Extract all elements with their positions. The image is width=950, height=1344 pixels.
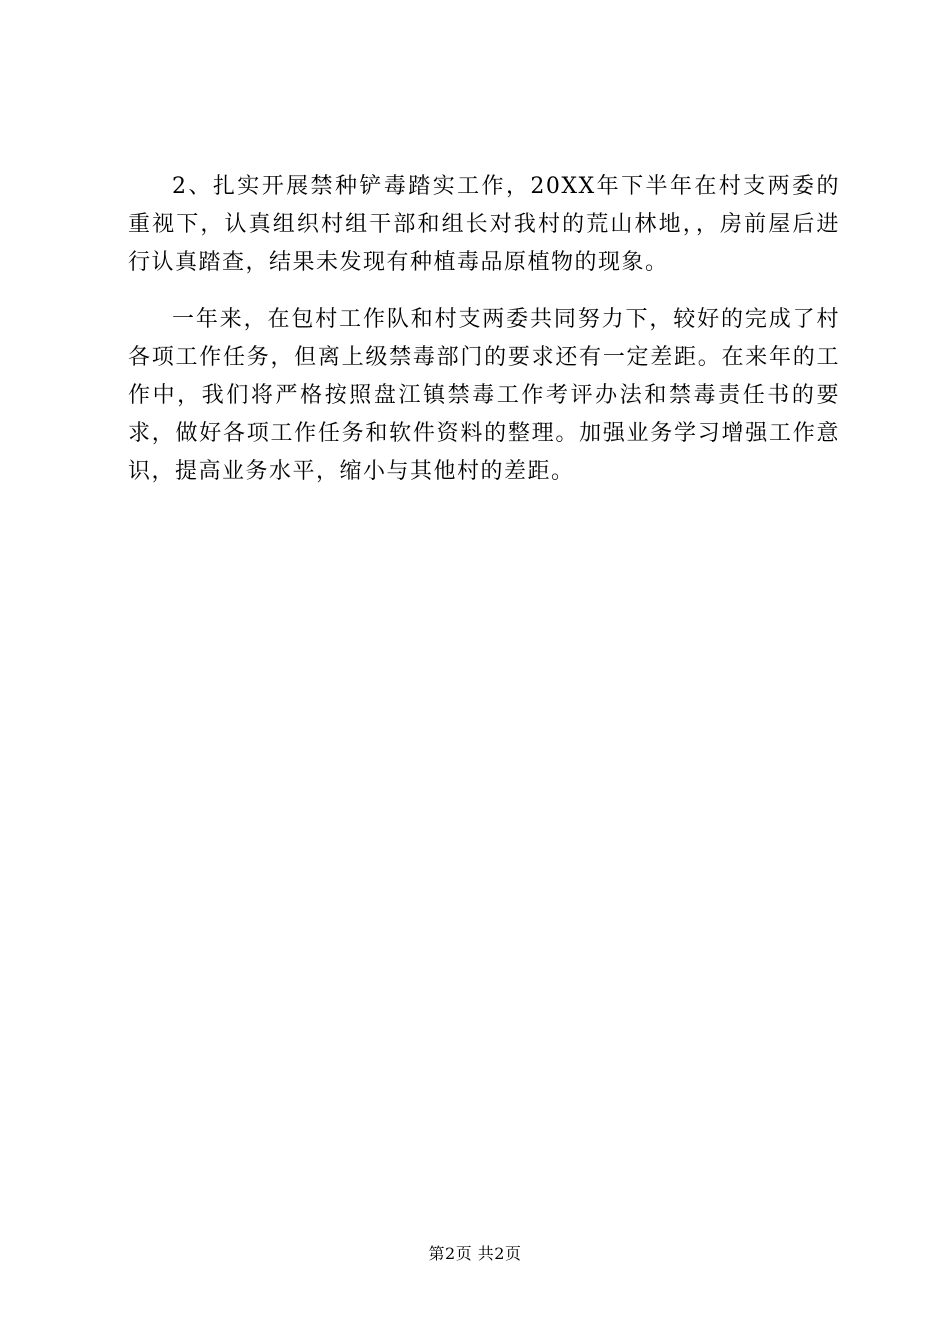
paragraph-drug-eradication: 2、扎实开展禁种铲毒踏实工作，20XX年下半年在村支两委的重视下，认真组织村组干部和组长对我村的荒山林地，，房前屋后进行认真踏查，结果未发现有种植毒品原植物的现象。 xyxy=(128,174,840,275)
page-footer xyxy=(0,1242,950,1266)
paragraph-year-summary: 一年来，在包村工作队和村支两委共同努力下，较好的完成了村各项工作任务，但离上级禁毒部门的要求还有一定差距。在来年的工作中，我们将严格按照盘江镇禁毒工作考评办法和禁毒责任书的要求，做好各项工作任务和软件资料的整理。加强业务学习增强工作意识，提高业务水平，缩小与其他村的差距。 xyxy=(128,307,840,484)
page-number-indicator: 第2页 共2页 xyxy=(428,1244,522,1263)
document-body xyxy=(128,168,840,491)
